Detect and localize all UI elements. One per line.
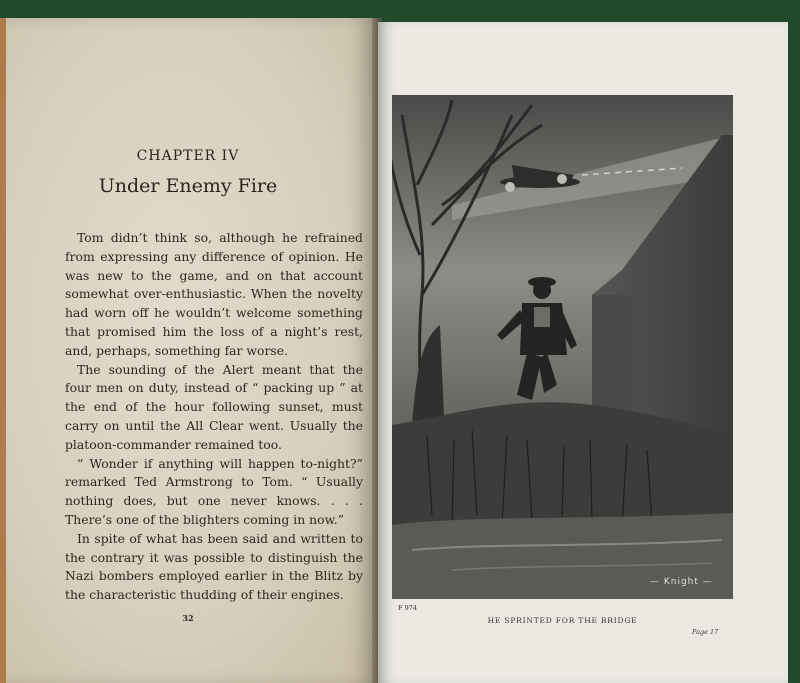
chapter-title: Under Enemy Fire [98, 175, 278, 197]
page-number: 32 [182, 613, 194, 623]
illustration-image [392, 95, 733, 599]
left-page [0, 18, 376, 683]
illustration-plate [392, 95, 733, 599]
paragraph: Tom didn’t think so, although he refrained from expressing any difference of opinion. He was new to the game, and on that account somewhat over-enthusiastic. When the novelty had worn off he wouldn’t welcome something that promised him the loss of a night’s rest, and, perhaps, something far worse. [65, 230, 363, 358]
facing-page-number: Page 17 [692, 628, 719, 636]
artist-signature: — Knight — [650, 577, 713, 587]
cover-edge [0, 18, 6, 683]
plate-code: F 974 [398, 604, 417, 612]
chapter-number: CHAPTER IV [136, 148, 240, 164]
body-text [65, 229, 363, 605]
paragraph: The sounding of the Alert meant that the four men on duty, instead of “ packing up ” at the end of the hour following sunset, must carry on until the All Clear went. Usually the platoon-commander remained too. [65, 361, 363, 452]
illustration-caption: HE SPRINTED FOR THE BRIDGE [487, 616, 638, 625]
paragraph: “ Wonder if anything will happen to-night?” remarked Ted Armstrong to Tom. “ Usually nothing does, but one never knows. . . . There’s one of the blighters coming in now.” [65, 455, 363, 527]
paragraph: In spite of what has been said and written to the contrary it was possible to distinguish the Nazi bombers employed earlier in the Blitz by the characteristic thudding of their engines. [65, 530, 363, 603]
